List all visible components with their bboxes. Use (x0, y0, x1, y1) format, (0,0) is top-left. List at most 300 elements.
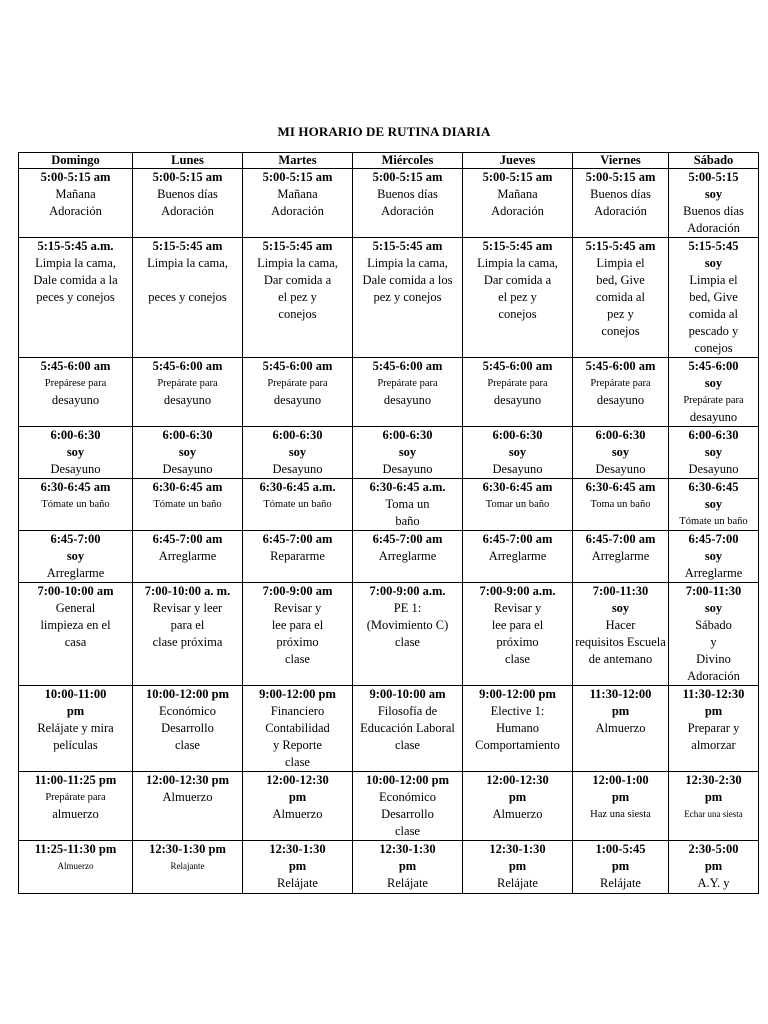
time-slot: 7:00-10:00 am (37, 584, 114, 598)
schedule-cell (243, 238, 353, 358)
schedule-cell (133, 427, 243, 479)
activity-text: pm (704, 704, 723, 718)
time-slot: 10:00-12:00 pm (366, 773, 449, 787)
table-row (19, 238, 759, 358)
activity-text: pm (611, 704, 630, 718)
page-title: MI HORARIO DE RUTINA DIARIA (277, 124, 491, 139)
time-slot: 10:00-11:00 (44, 687, 107, 701)
activity-text: Filosofía de (377, 704, 438, 718)
activity-text: Arreglarme (158, 549, 217, 563)
activity-text: Divino (696, 652, 731, 666)
time-slot: 11:25-11:30 pm (34, 842, 117, 856)
activity-text: Adoración (687, 221, 740, 235)
activity-text: próximo (276, 635, 319, 649)
schedule-cell (353, 238, 463, 358)
activity-text: Limpia el (689, 273, 738, 287)
activity-text: Prepárate para (45, 792, 106, 803)
time-slot: 7:00-9:00 a.m. (369, 584, 446, 598)
table-row (19, 772, 759, 841)
activity-text: películas (53, 738, 98, 752)
activity-text: Desayuno (688, 462, 739, 476)
schedule-cell (243, 583, 353, 686)
activity-text: casa (64, 635, 87, 649)
time-slot: 11:00-11:25 pm (34, 773, 117, 787)
time-slot: 6:45-7:00 am (482, 532, 553, 546)
time-slot: 5:45-6:00 am (262, 359, 333, 373)
header-row (19, 153, 759, 169)
time-slot: 5:45-6:00 am (152, 359, 223, 373)
schedule-cell (669, 358, 759, 427)
activity-text: Relájate (277, 876, 318, 890)
activity-text: y (710, 635, 717, 649)
activity-text: soy (704, 376, 723, 390)
activity-text: soy (704, 187, 723, 201)
schedule-cell (19, 479, 133, 531)
activity-text: Repararme (270, 549, 325, 563)
routine-table (18, 152, 759, 894)
schedule-cell (463, 531, 573, 583)
activity-text: clase (175, 738, 200, 752)
activity-text: soy (611, 601, 630, 615)
time-slot: 10:00-12:00 pm (146, 687, 229, 701)
activity-text: Relajante (170, 861, 205, 871)
schedule-cell (353, 841, 463, 894)
activity-text: lee para el (271, 618, 324, 632)
activity-text: Prepárate para (267, 378, 328, 389)
activity-text: peces y conejos (148, 290, 227, 304)
activity-text: desayuno (383, 393, 432, 407)
time-slot: 5:00-5:15 am (585, 170, 656, 184)
schedule-cell (573, 238, 669, 358)
schedule-cell (669, 479, 759, 531)
time-slot: 9:00-12:00 pm (479, 687, 556, 701)
schedule-cell (669, 427, 759, 479)
schedule-cell (353, 686, 463, 772)
activity-text: Dale comida a los (362, 273, 453, 287)
time-slot: 5:15-5:45 a.m. (37, 239, 114, 253)
activity-text: almuerzo (52, 807, 99, 821)
activity-text: baño (395, 514, 420, 528)
activity-text: clase próxima (152, 635, 223, 649)
activity-text: Relájate (387, 876, 428, 890)
activity-text: Almuerzo (492, 807, 543, 821)
schedule-cell (463, 841, 573, 894)
time-slot: 5:00-5:15 (688, 170, 739, 184)
day-header: Lunes (133, 153, 243, 169)
activity-text: Tómate un baño (153, 499, 222, 510)
schedule-cell (19, 531, 133, 583)
schedule-cell (463, 686, 573, 772)
activity-text: Arreglarme (684, 566, 743, 580)
activity-text: Sábado (695, 618, 732, 632)
time-slot: 6:00-6:30 (382, 428, 433, 442)
schedule-cell (19, 841, 133, 894)
activity-text: Educación Laboral (360, 721, 455, 735)
activity-text: Revisar y (273, 601, 322, 615)
activity-text: comida al (596, 290, 645, 304)
activity-text: Prepárate para (487, 378, 548, 389)
schedule-cell (243, 479, 353, 531)
time-slot: 6:30-6:45 am (40, 480, 111, 494)
activity-text: Desayuno (50, 462, 101, 476)
schedule-cell (463, 583, 573, 686)
activity-text: Prepárate para (157, 378, 218, 389)
time-slot: 6:45-7:00 (50, 532, 101, 546)
table-row (19, 841, 759, 894)
activity-text: Almuerzo (272, 807, 323, 821)
time-slot: 6:00-6:30 (50, 428, 101, 442)
schedule-cell (133, 583, 243, 686)
time-slot: 6:45-7:00 (688, 532, 739, 546)
time-slot: 9:00-12:00 pm (259, 687, 336, 701)
schedule-cell (669, 169, 759, 238)
activity-text: pescado y (688, 324, 739, 338)
activity-text: Limpia la cama, (147, 256, 228, 270)
time-slot: 5:45-6:00 am (482, 359, 553, 373)
schedule-cell (353, 772, 463, 841)
schedule-cell (133, 772, 243, 841)
time-slot: 5:15-5:45 am (585, 239, 656, 253)
activity-text: Financiero (270, 704, 325, 718)
activity-text: Limpia la cama, (477, 256, 558, 270)
activity-text: conejos (694, 341, 733, 355)
activity-text: soy (398, 445, 417, 459)
activity-text: pm (288, 859, 307, 873)
schedule-cell (573, 531, 669, 583)
activity-text: para el (170, 618, 205, 632)
activity-text: conejos (601, 324, 640, 338)
activity-text: Dale comida a la (33, 273, 118, 287)
activity-text: General (55, 601, 96, 615)
activity-text: soy (508, 445, 527, 459)
activity-text: Arreglarme (46, 566, 105, 580)
schedule-cell (573, 358, 669, 427)
schedule-cell (573, 686, 669, 772)
time-slot: 1:00-5:45 (595, 842, 646, 856)
time-slot: 6:45-7:00 am (152, 532, 223, 546)
activity-text: el pez y (498, 290, 537, 304)
table-row (19, 479, 759, 531)
time-slot: 6:45-7:00 am (262, 532, 333, 546)
time-slot: 12:00-12:30 (266, 773, 329, 787)
schedule-cell (243, 772, 353, 841)
schedule-cell (573, 841, 669, 894)
activity-text: clase (285, 755, 310, 769)
activity-text (133, 272, 242, 289)
time-slot: 6:30-6:45 (688, 480, 739, 494)
activity-text: conejos (278, 307, 317, 321)
activity-text: Desayuno (382, 462, 433, 476)
activity-text: Revisar y leer (152, 601, 223, 615)
schedule-cell (573, 772, 669, 841)
activity-text: pm (611, 859, 630, 873)
activity-text: Almuerzo (595, 721, 646, 735)
activity-text: Relájate (497, 876, 538, 890)
activity-text: Arreglarme (488, 549, 547, 563)
activity-text: Almuerzo (162, 790, 213, 804)
time-slot: 7:00-9:00 a.m. (479, 584, 556, 598)
activity-text: Comportamiento (475, 738, 560, 752)
activity-text: bed, Give (689, 290, 738, 304)
schedule-cell (353, 531, 463, 583)
activity-text: clase (395, 635, 420, 649)
time-slot: 6:00-6:30 (688, 428, 739, 442)
schedule-cell (463, 479, 573, 531)
time-slot: 5:15-5:45 am (152, 239, 223, 253)
activity-text: soy (704, 549, 723, 563)
activity-text: Buenos días (683, 204, 744, 218)
time-slot: 7:00-11:30 (685, 584, 742, 598)
activity-text: Tómate un baño (679, 516, 748, 527)
activity-text: comida al (689, 307, 738, 321)
activity-text: peces y conejos (36, 290, 115, 304)
activity-text: Elective 1: (490, 704, 545, 718)
activity-text: soy (704, 256, 723, 270)
activity-text: clase (505, 652, 530, 666)
schedule-cell (243, 358, 353, 427)
activity-text: Contabilidad (265, 721, 330, 735)
activity-text: clase (395, 824, 420, 838)
activity-text: Relájate (600, 876, 641, 890)
schedule-cell (669, 583, 759, 686)
schedule-cell (133, 479, 243, 531)
time-slot: 5:15-5:45 am (262, 239, 333, 253)
schedule-cell (19, 358, 133, 427)
time-slot: 5:00-5:15 am (372, 170, 443, 184)
activity-text: Buenos días (157, 187, 218, 201)
activity-text: Desayuno (162, 462, 213, 476)
day-header: Jueves (463, 153, 573, 169)
activity-text: Toma un baño (590, 499, 651, 510)
time-slot: 12:00-12:30 pm (146, 773, 229, 787)
activity-text: desayuno (493, 393, 542, 407)
activity-text: Toma un (385, 497, 430, 511)
activity-text: Limpia la cama, (367, 256, 448, 270)
activity-text: requisitos Escuela (575, 635, 666, 649)
time-slot: 6:00-6:30 (272, 428, 323, 442)
activity-text: Adoración (594, 204, 647, 218)
activity-text: Arreglarme (378, 549, 437, 563)
time-slot: 5:15-5:45 am (482, 239, 553, 253)
schedule-cell (133, 238, 243, 358)
schedule-cell (669, 686, 759, 772)
schedule-cell (353, 479, 463, 531)
table-row (19, 531, 759, 583)
activity-text: pm (66, 704, 85, 718)
activity-text: Revisar y (493, 601, 542, 615)
time-slot: 2:30-5:00 (688, 842, 739, 856)
activity-text: Dar comida a (263, 273, 332, 287)
activity-text: soy (704, 445, 723, 459)
time-slot: 9:00-10:00 am (369, 687, 446, 701)
activity-text: clase (395, 738, 420, 752)
schedule-cell (19, 427, 133, 479)
activity-text: pm (611, 790, 630, 804)
activity-text: desayuno (689, 410, 738, 424)
activity-text: soy (704, 497, 723, 511)
schedule-cell (133, 686, 243, 772)
time-slot: 5:00-5:15 am (40, 170, 111, 184)
time-slot: 12:00-1:00 (592, 773, 649, 787)
activity-text: desayuno (596, 393, 645, 407)
activity-text: Preparar y (687, 721, 740, 735)
time-slot: 5:45-6:00 (688, 359, 739, 373)
time-slot: 11:30-12:30 (682, 687, 745, 701)
activity-text: pm (704, 790, 723, 804)
activity-text: soy (66, 445, 85, 459)
schedule-cell (243, 841, 353, 894)
schedule-cell (573, 169, 669, 238)
time-slot: 11:30-12:00 (589, 687, 652, 701)
schedule-cell (669, 772, 759, 841)
activity-text: Haz una siesta (590, 809, 651, 820)
activity-text: Buenos días (377, 187, 438, 201)
table-row (19, 427, 759, 479)
day-header: Martes (243, 153, 353, 169)
activity-text: Mañana (55, 187, 96, 201)
activity-text: Adoración (49, 204, 102, 218)
schedule-cell (243, 531, 353, 583)
time-slot: 12:00-12:30 (486, 773, 549, 787)
activity-text: próximo (496, 635, 539, 649)
time-slot: 6:30-6:45 am (482, 480, 553, 494)
schedule-cell (133, 841, 243, 894)
activity-text: Limpia el (596, 256, 645, 270)
activity-text: soy (611, 445, 630, 459)
activity-text: pm (508, 790, 527, 804)
activity-text: Adoración (687, 669, 740, 683)
time-slot: 5:45-6:00 am (40, 359, 111, 373)
activity-text: Arreglarme (591, 549, 650, 563)
activity-text: Buenos días (590, 187, 651, 201)
activity-text: Adoración (161, 204, 214, 218)
schedule-cell (243, 169, 353, 238)
activity-text: soy (178, 445, 197, 459)
schedule-cell (463, 427, 573, 479)
activity-text: Prepárate para (683, 395, 744, 406)
activity-text: Tómate un baño (41, 499, 110, 510)
schedule-cell (573, 479, 669, 531)
activity-text: Desarrollo (381, 807, 434, 821)
activity-text: Desayuno (492, 462, 543, 476)
activity-text: limpieza en el (40, 618, 111, 632)
time-slot: 6:30-6:45 am (152, 480, 223, 494)
schedule-cell (19, 238, 133, 358)
activity-text: soy (704, 601, 723, 615)
activity-text: clase (285, 652, 310, 666)
activity-text: bed, Give (596, 273, 645, 287)
activity-text: pm (398, 859, 417, 873)
schedule-cell (353, 358, 463, 427)
activity-text: Tómate un baño (263, 499, 332, 510)
schedule-cell (463, 772, 573, 841)
activity-text: PE 1: (393, 601, 422, 615)
time-slot: 6:00-6:30 (162, 428, 213, 442)
time-slot: 12:30-2:30 (685, 773, 742, 787)
activity-text: Adoración (271, 204, 324, 218)
activity-text: Desayuno (595, 462, 646, 476)
activity-text: de antemano (588, 652, 653, 666)
schedule-cell (133, 169, 243, 238)
activity-text: Humano (495, 721, 540, 735)
day-header: Domingo (19, 153, 133, 169)
time-slot: 5:00-5:15 am (152, 170, 223, 184)
activity-text: Desarrollo (161, 721, 214, 735)
schedule-cell (19, 583, 133, 686)
schedule-cell (463, 169, 573, 238)
activity-text: pm (508, 859, 527, 873)
activity-text: Hacer (605, 618, 636, 632)
time-slot: 6:30-6:45 a.m. (369, 480, 446, 494)
day-header: Sábado (669, 153, 759, 169)
time-slot: 5:00-5:15 am (482, 170, 553, 184)
activity-text: soy (288, 445, 307, 459)
activity-text: conejos (498, 307, 537, 321)
activity-text: desayuno (51, 393, 100, 407)
time-slot: 7:00-10:00 a. m. (144, 584, 231, 598)
activity-text: Económico (379, 790, 436, 804)
activity-text: y Reporte (273, 738, 322, 752)
schedule-cell (19, 169, 133, 238)
activity-text: Económico (159, 704, 216, 718)
schedule-cell (353, 169, 463, 238)
activity-text: Limpia la cama, (35, 256, 116, 270)
activity-text: Almuerzo (57, 861, 94, 871)
time-slot: 5:45-6:00 am (372, 359, 443, 373)
table-row (19, 686, 759, 772)
activity-text: lee para el (491, 618, 544, 632)
day-header: Miércoles (353, 153, 463, 169)
time-slot: 6:30-6:45 a.m. (259, 480, 336, 494)
activity-text: Desayuno (272, 462, 323, 476)
activity-text: Relájate y mira (37, 721, 114, 735)
time-slot: 6:45-7:00 am (372, 532, 443, 546)
time-slot: 5:45-6:00 am (585, 359, 656, 373)
table-row (19, 169, 759, 238)
time-slot: 7:00-11:30 (592, 584, 649, 598)
schedule-cell (669, 238, 759, 358)
schedule-cell (19, 772, 133, 841)
activity-text: Mañana (277, 187, 318, 201)
activity-text: Mañana (497, 187, 538, 201)
activity-text: desayuno (273, 393, 322, 407)
time-slot: 6:00-6:30 (595, 428, 646, 442)
time-slot: 12:30-1:30 (489, 842, 546, 856)
time-slot: 12:30-1:30 (269, 842, 326, 856)
activity-text: el pez y (278, 290, 317, 304)
activity-text: pez y (607, 307, 634, 321)
schedule-cell (133, 531, 243, 583)
time-slot: 5:15-5:45 (688, 239, 739, 253)
time-slot: 5:15-5:45 am (372, 239, 443, 253)
activity-text: desayuno (163, 393, 212, 407)
activity-text: Prepárate para (590, 378, 651, 389)
time-slot: 6:45-7:00 am (585, 532, 656, 546)
table-row (19, 583, 759, 686)
schedule-cell (669, 531, 759, 583)
schedule-cell (573, 427, 669, 479)
activity-text: Adoración (381, 204, 434, 218)
activity-text: Prepárate para (377, 378, 438, 389)
schedule-cell (573, 583, 669, 686)
time-slot: 5:00-5:15 am (262, 170, 333, 184)
schedule-cell (463, 238, 573, 358)
activity-text: (Movimiento C) (366, 618, 449, 632)
activity-text: Limpia la cama, (257, 256, 338, 270)
activity-text: Echar una siesta (684, 809, 743, 819)
time-slot: 6:00-6:30 (492, 428, 543, 442)
schedule-cell (463, 358, 573, 427)
